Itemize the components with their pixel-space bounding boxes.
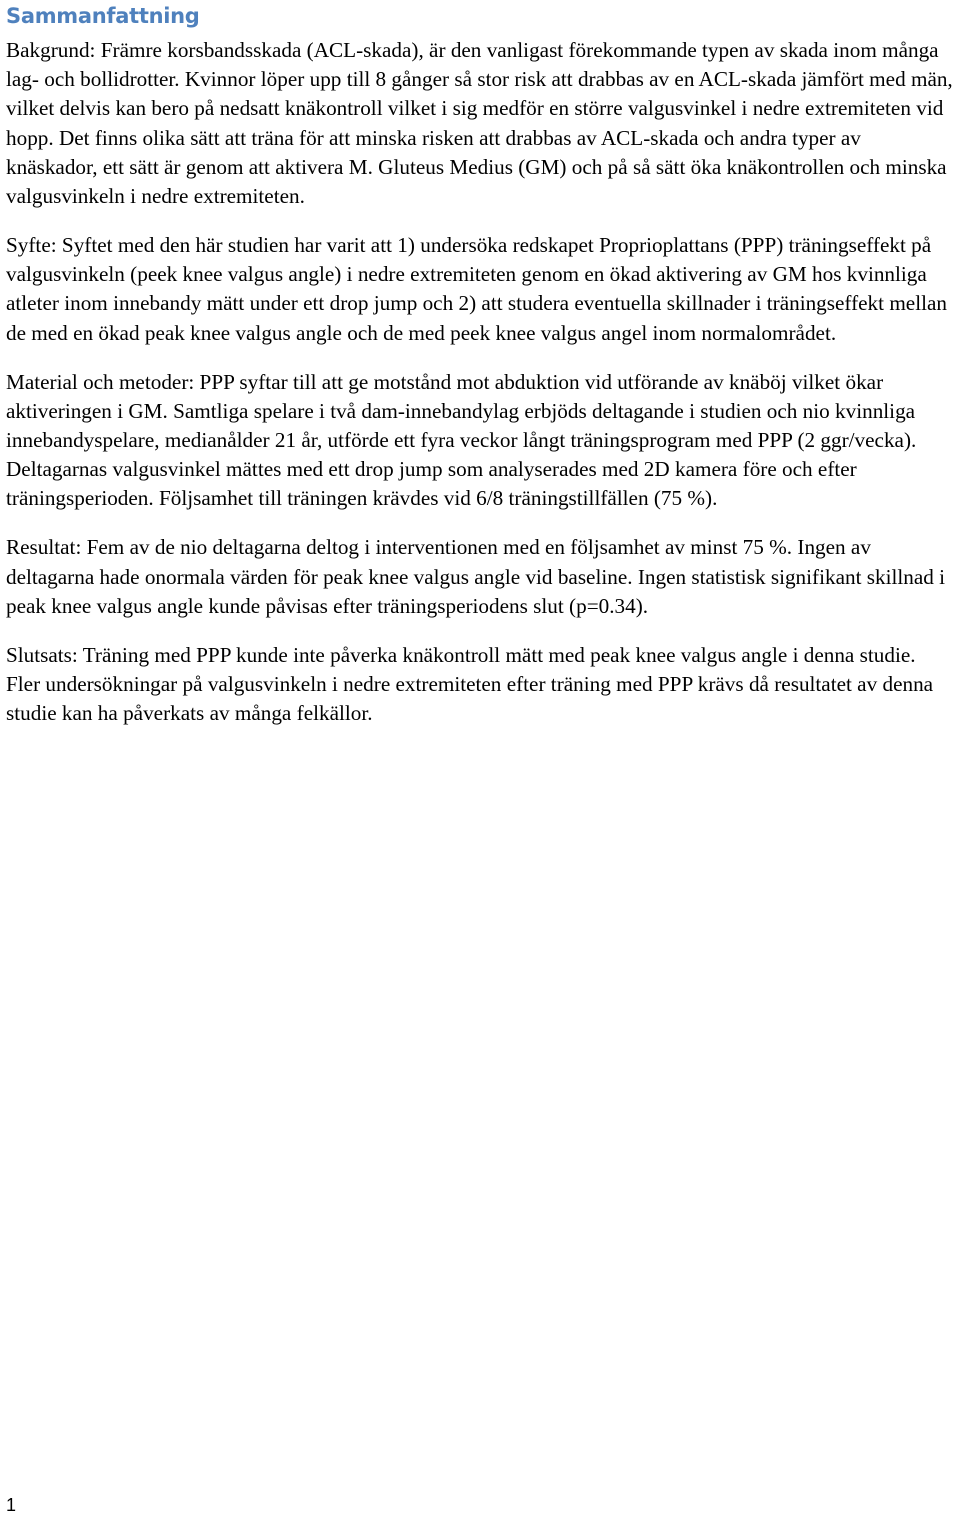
page-number: 1	[6, 1495, 17, 1515]
abstract-body	[6, 36, 954, 748]
section-heading: Sammanfattning	[6, 4, 200, 28]
paragraph-methods: Material och metoder: PPP syftar till att ge motstånd mot abduktion vid utförande av knäböj vilket ökar aktiveringen i GM. Samtliga spelare i två dam-innebandylag erbjöds deltagande i studien och nio kvinnliga innebandyspelare, medianålder 21 år, utförde ett fyra veckor långt träningsprogram med PPP (2 ggr/vecka). Deltagarnas valgusvinkel mättes med ett drop jump som analyserades med 2D kamera före och efter träningsperioden. Följsamhet till träningen krävdes vid 6/8 träningstillfällen (75 %).	[6, 369, 917, 511]
paragraph-results: Resultat: Fem av de nio deltagarna deltog i interventionen med en följsamhet av minst 75 %. Ingen av deltagarna hade onormala värden för peak knee valgus angle vid baseline. Ingen statistisk signifikant skillnad i peak knee valgus angle kunde påvisas efter träningsperiodens slut (p=0.34).	[6, 535, 946, 618]
paragraph-conclusion: Slutsats: Träning med PPP kunde inte påverka knäkontroll mätt med peak knee valgus angle i denna studie. Fler undersökningar på valgusvinkeln i nedre extremiteten efter träning med PPP krävs då resultatet av denna studie kan ha påverkats av många felkällor.	[6, 642, 934, 726]
paragraph-background: Bakgrund: Främre korsbandsskada (ACL-skada), är den vanligast förekommande typen av skada inom många lag- och bollidrotter. Kvinnor löper upp till 8 gånger så stor risk att drabbas av en ACL-skada jämfört med män, vilket delvis kan bero på nedsatt knäkontroll vilket i sig medför en större valgusvinkel i nedre extremiteten vid hopp. Det finns olika sätt att träna för att minska risken att drabbas av ACL-skada och andra typer av knäskador, ett sätt är genom att aktivera M. Gluteus Medius (GM) och på så sätt öka knäkontrollen och minska valgusvinkeln i nedre extremiteten.	[6, 38, 953, 209]
paragraph-aim: Syfte: Syftet med den här studien har varit att 1) undersöka redskapet Proprioplattans (PPP) träningseffekt på valgusvinkeln (peek knee valgus angle) i nedre extremiteten genom en ökad aktivering av GM hos kvinnliga atleter inom innebandy mätt under ett drop jump och 2) att studera eventuella skillnader i träningseffekt mellan de med en ökad peak knee valgus angle och de med peek knee valgus angel inom normalområdet.	[6, 233, 947, 345]
